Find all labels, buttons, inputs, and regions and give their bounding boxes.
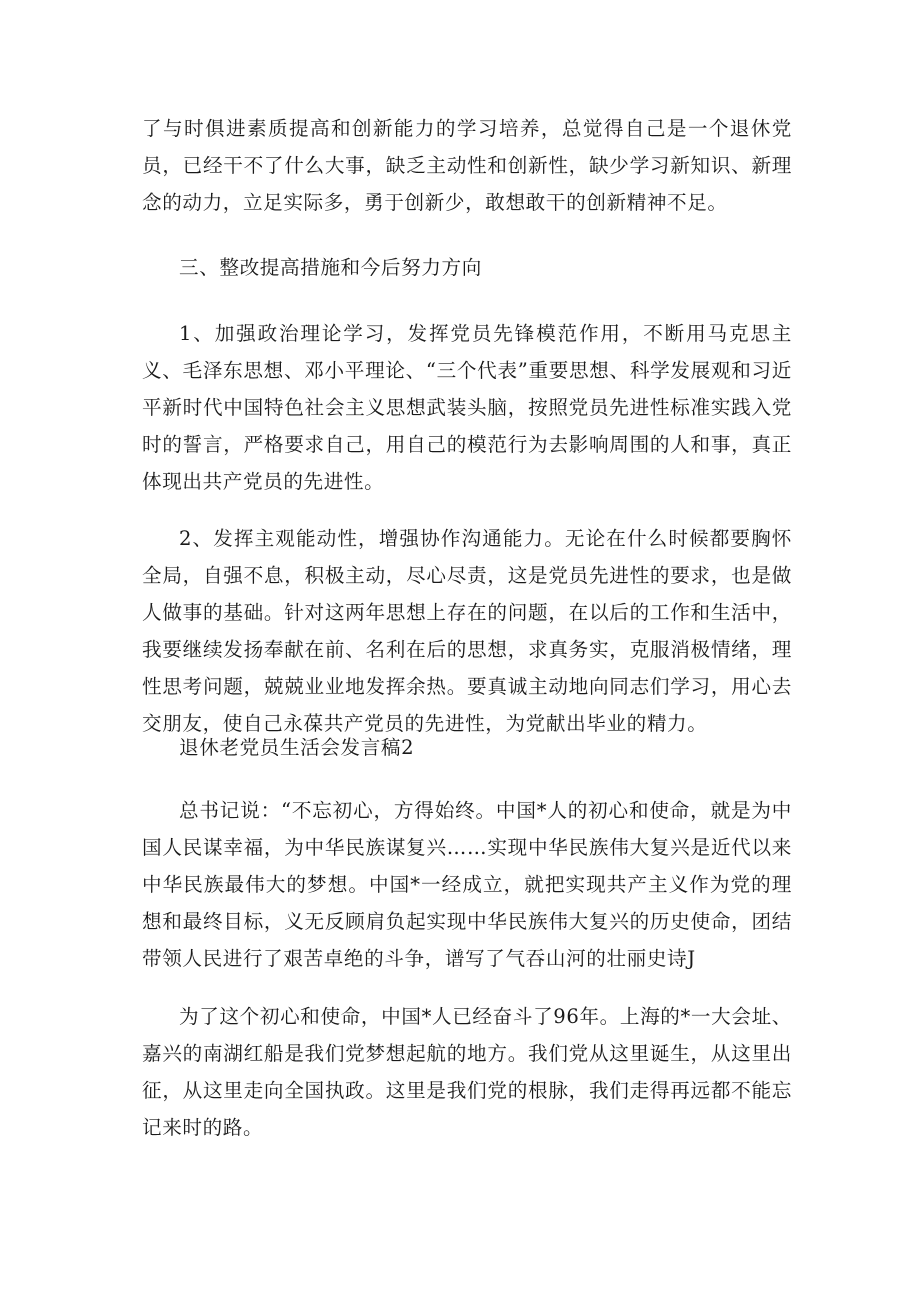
paragraph-item-2: 2、发挥主观能动性，增强协作沟通能力。无论在什么时候都要胸怀全局，自强不息，积极主动，尽心尽责，这是党员先进性的要求，也是做人做事的基础。针对这两年思想上存在的问题，在以后的工作和生活中，我要继续发扬奉献在前、名利在后的思想，求真务实，克服消极情绪，理性思考问题，兢兢业业地发挥余热。要真诚主动地向同志们学习，用心去交朋友，使自己永葆共产党员的先进性，为党献出毕业的精力。 <box>142 527 792 735</box>
paragraph-item-1: 1、加强政治理论学习，发挥党员先锋模范作用，不断用马克思主义、毛泽东思想、邓小平理论、“三个代表”重要思想、科学发展观和习近平新时代中国特色社会主义思想武装头脑，按照党员先进性标准实践入党时的誓言，严格要求自己，用自己的模范行为去影响周围的人和事，真正体现出共产党员的先进性。 <box>142 322 792 493</box>
section-heading-3: 三、整改提高措施和今后努力方向 <box>179 256 482 279</box>
paragraph-continuation: 了与时俱进素质提高和创新能力的学习培养，总觉得自己是一个退休党员，已经干不了什么大事，缺乏主动性和创新性，缺少学习新知识、新理念的动力，立足实际多，勇于创新少，敢想敢干的创新精神不足。 <box>142 117 792 214</box>
paragraph-original-mission: 为了这个初心和使命，中国*人已经奋斗了96年。上海的*一大会址、嘉兴的南湖红船是我们党梦想起航的地方。我们党从这里诞生，从这里出征，从这里走向全国执政。这里是我们党的根脉，我们走得再远都不能忘记来时的路。 <box>142 1005 792 1139</box>
page-footer-bar <box>0 1273 920 1301</box>
paragraph-quote: 总书记说：“不忘初心，方得始终。中国*人的初心和使命，就是为中国人民谋幸福，为中华民族谋复兴……实现中华民族伟大复兴是近代以来中华民族最伟大的梦想。中国*一经成立，就把实现共产主义作为党的理想和最终目标，义无反顾肩负起实现中华民族伟大复兴的历史使命，团结带领人民进行了艰苦卓绝的斗争，谱写了气吞山河的壮丽史诗J <box>142 799 792 970</box>
article-title-2: 退休老党员生活会发言稿2 <box>179 736 415 759</box>
